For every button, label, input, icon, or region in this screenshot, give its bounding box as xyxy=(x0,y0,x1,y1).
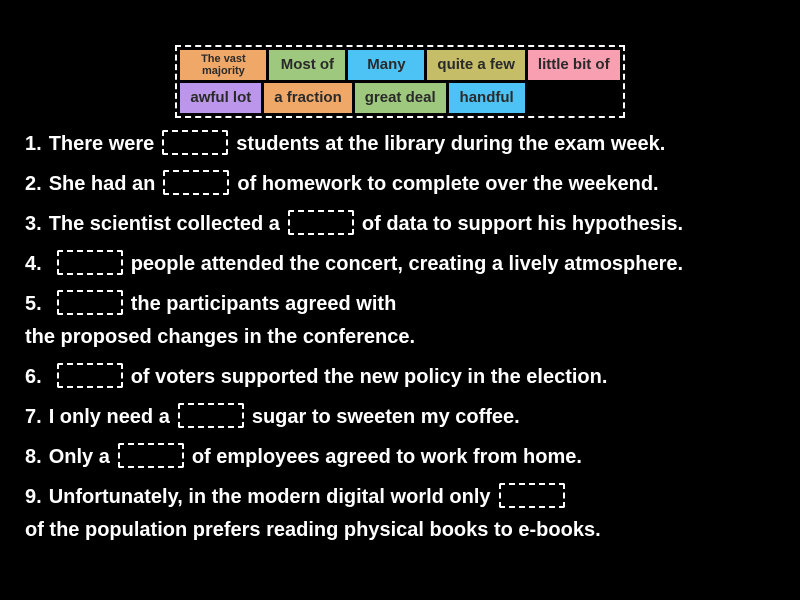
activity-stage xyxy=(0,45,800,600)
blank-slot-6[interactable] xyxy=(57,363,123,388)
question-row-3 xyxy=(25,208,800,241)
question-row-5 xyxy=(25,288,800,354)
question-row-4 xyxy=(25,248,800,281)
question-number: 6. xyxy=(25,366,42,388)
chip-many[interactable]: Many xyxy=(348,50,424,80)
chip-quite-a-few[interactable]: quite a few xyxy=(427,50,525,80)
question-text-before: Unfortunately, in the modern digital world only xyxy=(48,486,491,508)
blank-slot-4[interactable] xyxy=(57,250,123,275)
question-text-after: of homework to complete over the weekend. xyxy=(237,173,659,195)
question-text-after: sugar to sweeten my coffee. xyxy=(251,406,520,428)
question-row-1 xyxy=(25,128,800,161)
question-number: 9. xyxy=(25,486,42,508)
question-text-before: I only need a xyxy=(48,406,170,428)
question-number: 3. xyxy=(25,213,42,235)
question-text-wrap: of the population prefers reading physical books to e-books. xyxy=(25,519,601,541)
question-text-after: of data to support his hypothesis. xyxy=(361,213,684,235)
question-row-6 xyxy=(25,361,800,394)
chip-little-bit-of[interactable]: little bit of xyxy=(528,50,620,80)
chip-handful[interactable]: handful xyxy=(449,83,525,113)
chip-a-fraction[interactable]: a fraction xyxy=(264,83,352,113)
question-number: 1. xyxy=(25,133,42,155)
chip-great-deal[interactable]: great deal xyxy=(355,83,446,113)
question-row-7 xyxy=(25,401,800,434)
blank-slot-1[interactable] xyxy=(162,130,228,155)
question-text-after: students at the library during the exam week. xyxy=(236,133,666,155)
question-list xyxy=(25,128,800,547)
question-number: 8. xyxy=(25,446,42,468)
blank-slot-8[interactable] xyxy=(118,443,184,468)
blank-slot-7[interactable] xyxy=(178,403,244,428)
chip-awful-lot[interactable]: awful lot xyxy=(180,83,261,113)
question-text-wrap: the proposed changes in the conference. xyxy=(25,326,416,348)
question-text-after: of employees agreed to work from home. xyxy=(191,446,582,468)
blank-slot-2[interactable] xyxy=(163,170,229,195)
question-text-after: of voters supported the new policy in the election. xyxy=(130,366,608,388)
question-row-8 xyxy=(25,441,800,474)
question-number: 7. xyxy=(25,406,42,428)
word-bank xyxy=(175,45,624,118)
word-bank-row-2 xyxy=(180,83,619,113)
question-text-before: There were xyxy=(48,133,155,155)
question-number: 5. xyxy=(25,293,42,315)
question-text-before: She had an xyxy=(48,173,156,195)
question-row-2 xyxy=(25,168,800,201)
question-row-9 xyxy=(25,481,800,547)
question-text-before: Only a xyxy=(48,446,110,468)
question-text-before: The scientist collected a xyxy=(48,213,280,235)
word-bank-row-1 xyxy=(180,50,619,80)
question-text-after: people attended the concert, creating a lively atmosphere. xyxy=(130,253,684,275)
chip-the-vast-majority[interactable]: The vast majority xyxy=(180,50,266,80)
question-number: 2. xyxy=(25,173,42,195)
question-number: 4. xyxy=(25,253,42,275)
blank-slot-9[interactable] xyxy=(499,483,565,508)
question-text-after: the participants agreed with xyxy=(130,293,397,315)
chip-most-of[interactable]: Most of xyxy=(269,50,345,80)
blank-slot-3[interactable] xyxy=(288,210,354,235)
blank-slot-5[interactable] xyxy=(57,290,123,315)
